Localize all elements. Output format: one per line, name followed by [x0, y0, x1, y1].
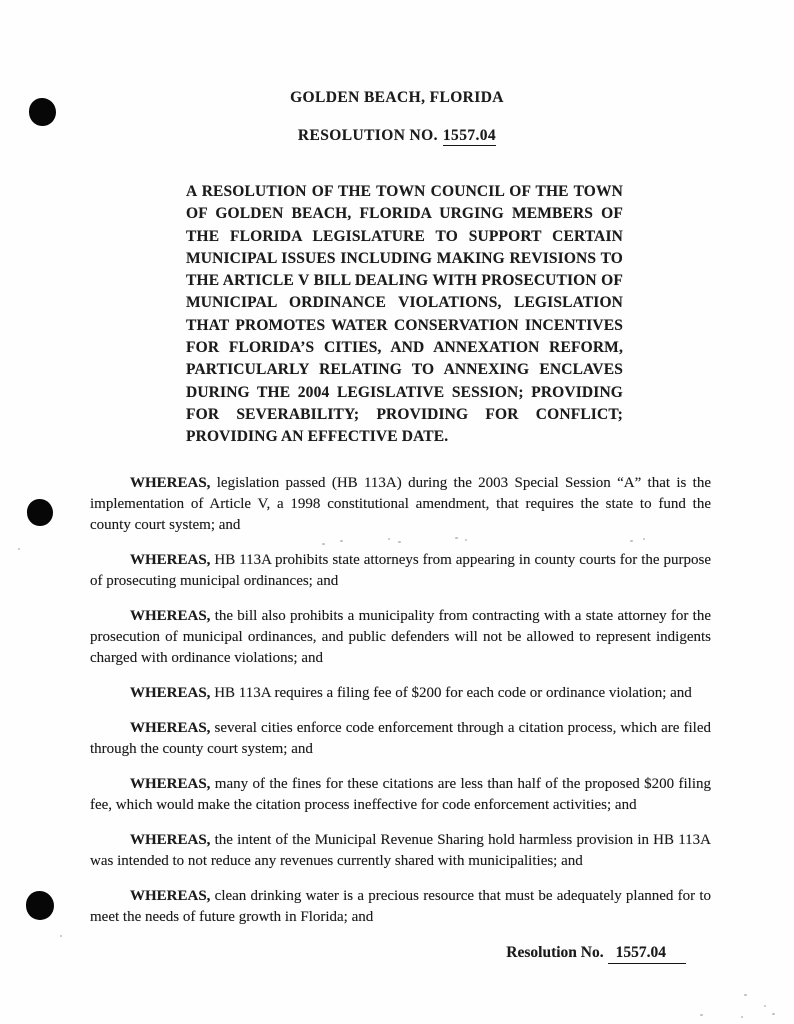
page-footer	[0, 944, 794, 964]
paragraph-text: several cities enforce code enforcement through a citation process, which are filed through the county court system; and	[90, 719, 711, 757]
whereas-paragraph-4	[90, 683, 711, 704]
hole-punch-mark	[29, 98, 56, 126]
whereas-lead: WHEREAS,	[130, 719, 211, 736]
whereas-lead: WHEREAS,	[130, 831, 211, 848]
scan-speck	[322, 543, 325, 545]
paragraph-text: many of the fines for these citations are less than half of the proposed $200 filing fee, which would make the citation process ineffective for code enforcement activities; and	[90, 775, 711, 813]
resolution-number-value: 1557.04	[442, 127, 497, 144]
whereas-lead: WHEREAS,	[130, 607, 211, 624]
scan-speck	[772, 1013, 775, 1015]
paragraph-text: HB 113A requires a filing fee of $200 for each code or ordinance violation; and	[210, 684, 692, 701]
footer-resolution-label: Resolution No.	[506, 943, 604, 961]
scan-speck	[764, 1005, 766, 1007]
paragraph-text: HB 113A prohibits state attorneys from appearing in county courts for the purpose of prosecuting municipal ordinances; and	[90, 551, 711, 589]
whereas-lead: WHEREAS,	[130, 551, 211, 568]
whereas-paragraph-6	[90, 774, 711, 816]
paragraph-text: legislation passed (HB 113A) during the 2003 Special Session “A” that is the implementation of Article V, a 1998 constitutional amendment, that requires the state to fund the county court system; and	[90, 474, 711, 533]
scan-speck	[700, 1014, 703, 1016]
scan-speck	[744, 994, 747, 996]
document-header	[0, 90, 794, 144]
whereas-paragraph-2	[90, 550, 711, 592]
scan-speck	[630, 540, 633, 542]
whereas-paragraph-3	[90, 606, 711, 669]
scan-speck	[465, 539, 467, 541]
document-city-title: GOLDEN BEACH, FLORIDA	[290, 89, 504, 106]
resolution-number-label: RESOLUTION NO.	[297, 127, 438, 144]
paragraph-text: clean drinking water is a precious resource that must be adequately planned for to meet the needs of future growth in Florida; and	[90, 887, 711, 925]
paragraph-text: the bill also prohibits a municipality from contracting with a state attorney for the prosecution of municipal ordinances, and public defenders will not be allowed to represent indigents charged with ordinance violations; and	[90, 607, 711, 666]
hole-punch-mark	[26, 891, 54, 920]
scan-speck	[398, 541, 401, 543]
whereas-paragraph-1	[90, 473, 711, 536]
whereas-paragraph-8	[90, 886, 711, 928]
scan-speck	[388, 538, 390, 540]
resolution-title-block: A RESOLUTION OF THE TOWN COUNCIL OF THE TOWN OF GOLDEN BEACH, FLORIDA URGING MEMBERS OF THE FLORIDA LEGISLATURE TO SUPPORT CERTAIN MUNICIPAL ISSUES INCLUDING MAKING REVISIONS TO THE ARTICLE V BILL DEALING WITH PROSECUTION OF MUNICIPAL ORDINANCE VIOLATIONS, LEGISLATION THAT PROMOTES WATER CONSERVATION INCENTIVES FOR FLORIDA’S CITIES, AND ANNEXATION REFORM, PARTICULARLY RELATING TO ANNEXING ENCLAVES DURING THE 2004 LEGISLATIVE SESSION; PROVIDING FOR SEVERABILITY; PROVIDING FOR CONFLICT; PROVIDING AN EFFECTIVE DATE.	[186, 183, 623, 446]
scan-speck	[741, 1016, 743, 1018]
whereas-lead: WHEREAS,	[130, 474, 211, 491]
whereas-paragraph-5	[90, 718, 711, 760]
whereas-lead: WHEREAS,	[130, 775, 211, 792]
whereas-lead: WHEREAS,	[130, 887, 211, 904]
hole-punch-mark	[27, 499, 53, 526]
scan-speck	[60, 935, 62, 937]
whereas-lead: WHEREAS,	[130, 684, 211, 701]
scan-speck	[455, 537, 458, 539]
footer-resolution-number: 1557.04	[608, 944, 686, 964]
scan-speck	[340, 540, 343, 542]
paragraph-text: the intent of the Municipal Revenue Sharing hold harmless provision in HB 113A was intended to not reduce any revenues currently shared with municipalities; and	[90, 831, 711, 869]
resolution-number-heading	[0, 128, 794, 144]
scan-speck	[643, 538, 645, 540]
whereas-paragraph-7	[90, 830, 711, 872]
scan-speck	[18, 548, 20, 550]
